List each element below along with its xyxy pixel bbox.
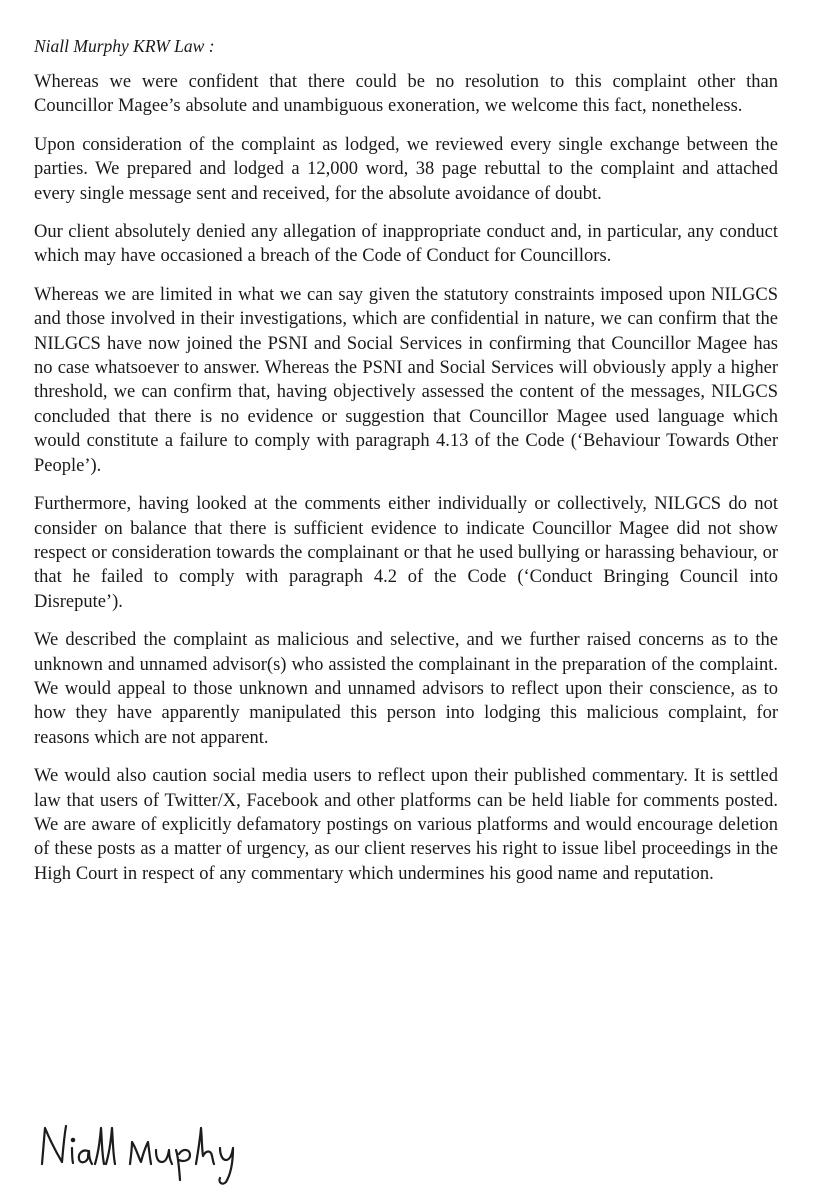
paragraph-respect-finding: Furthermore, having looked at the comments either individually or collectively, NILGCS do not consider on balance that there is sufficient evidence to indicate Councillor Magee did not show respect or consideration towards the complainant or that he used bullying or harassing behaviour, or that he failed to comply with paragraph 4.2 of the Code (‘Conduct Bringing Council into Disrepute’). bbox=[34, 494, 778, 612]
paragraph-social-media-caution: We would also caution social media users to reflect upon their published commentary. It is settled law that users of Twitter/X, Facebook and other platforms can be held liable for comments posted. We are aware of explicitly defamatory postings on various platforms and would encourage deletion of these posts as a matter of urgency, as our client reserves his right to issue libel proceedings in the High Court in respect of any commentary which undermines his good name and reputation. bbox=[34, 766, 778, 884]
paragraph-rebuttal: Upon consideration of the complaint as lodged, we reviewed every single exchange between the parties. We prepared and lodged a 12,000 word, 38 page rebuttal to the complaint and attached every single message sent and received, for the absolute avoidance of doubt. bbox=[34, 134, 778, 204]
letter-heading: Niall Murphy KRW Law : bbox=[34, 36, 215, 56]
paragraph-exoneration: Whereas we were confident that there could be no resolution to this complaint other than Councillor Magee’s absolute and unambiguous exoneration, we welcome this fact, nonetheless. bbox=[34, 72, 778, 117]
paragraph-malicious-complaint: We described the complaint as malicious and selective, and we further raised concerns as to the unknown and unnamed advisor(s) who assisted the complainant in the preparation of the complaint. We would appeal to those unknown and unnamed advisors to reflect upon their conscience, as to how they have apparently manipulated this person into lodging this malicious complaint, for reasons which are not apparent. bbox=[34, 630, 778, 748]
paragraph-nilgcs-findings: Whereas we are limited in what we can say given the statutory constraints imposed upon NILGCS and those involved in their investigations, which are confidential in nature, we can confirm that the NILGCS have now joined the PSNI and Social Services in confirming that Councillor Magee has no case whatsoever to answer. Whereas the PSNI and Social Services will obviously apply a higher threshold, we can confirm that, having objectively assessed the content of the messages, NILGCS concluded that there is no evidence or suggestion that Councillor Magee used language which would constitute a failure to comply with paragraph 4.13 of the Code (‘Behaviour Towards Other People’). bbox=[34, 284, 778, 476]
handwritten-signature bbox=[38, 1118, 258, 1188]
signature-image bbox=[38, 1118, 258, 1188]
letter-body bbox=[34, 34, 778, 900]
paragraph-denial: Our client absolutely denied any allegation of inappropriate conduct and, in particular, any conduct which may have occasioned a breach of the Code of Conduct for Councillors. bbox=[34, 222, 778, 267]
